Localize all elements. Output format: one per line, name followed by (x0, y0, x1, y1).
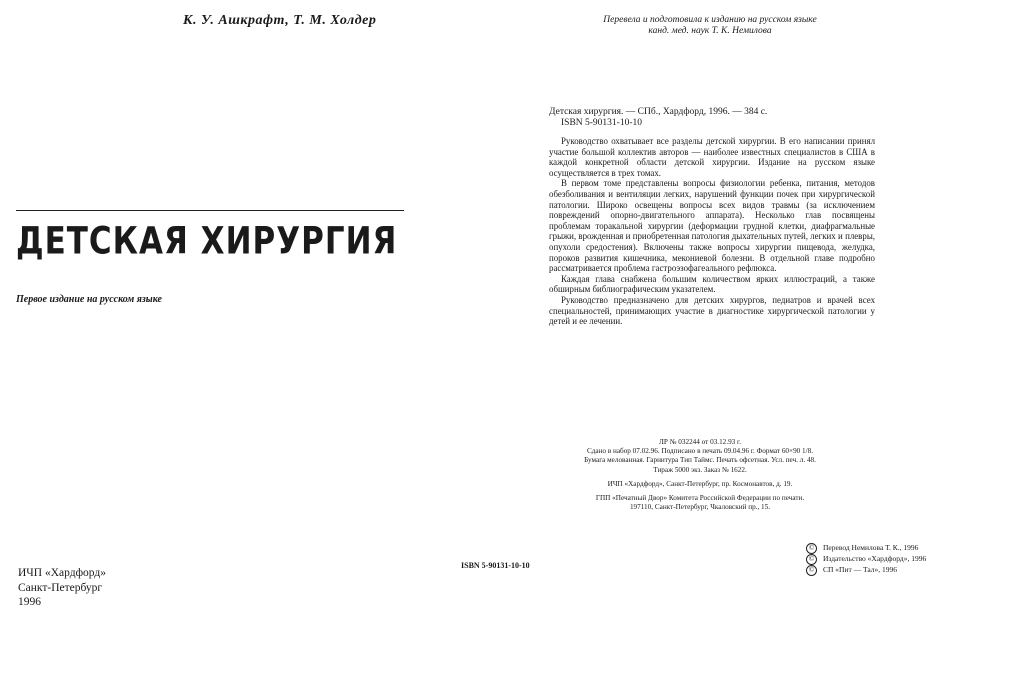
annotation (549, 136, 875, 327)
imprint-dates: Сдано в набор 07.02.96. Подписано в печать 09.04.96 г. Формат 60×90 1/8. (586, 447, 814, 456)
isbn-bottom: ISBN 5-90131-10-10 (461, 561, 530, 570)
imprint-printer-address: 197110, Санкт-Петербург, Чкаловский пр., 15. (629, 503, 771, 512)
biblio-citation: Детская хирургия. — СПб., Хардфорд, 1996. — 384 с. (549, 107, 768, 117)
publisher-year: 1996 (18, 596, 41, 608)
copyright-line (806, 565, 926, 576)
imprint-license: ЛР № 032244 от 03.12.93 г. (658, 438, 741, 446)
imprint-publisher-address: ИЧП «Хардфорд», Санкт-Петербург, пр. Космонавтов, д. 19. (607, 479, 793, 488)
edition-note: Первое издание на русском языке (16, 294, 162, 305)
imprint-run: Тираж 5000 экз. Заказ № 1622. (653, 465, 747, 474)
publisher-name: ИЧП «Хардфорд» (18, 567, 106, 579)
copyright-icon: © (806, 565, 817, 576)
imprint-block (520, 438, 880, 512)
copyright-text: Перевод Немилова Т. К., 1996 (823, 543, 919, 553)
annotation-paragraph: Каждая глава снабжена большим количеством ярких иллюстраций, а также обширным библиографическим указателем. (549, 273, 875, 295)
copyright-text: СП «Пит — Тал», 1996 (823, 565, 898, 575)
publisher-city: Санкт-Петербург (18, 581, 103, 594)
copyright-text: Издательство «Хардфорд», 1996 (823, 554, 927, 564)
translator-line-2: канд. мед. наук Т. К. Немилова (648, 26, 772, 36)
copyright-icon: © (806, 543, 817, 554)
biblio-isbn: ISBN 5-90131-10-10 (561, 118, 643, 128)
translator-credit (560, 15, 860, 37)
title-rule (16, 210, 404, 211)
copyright-line (806, 554, 926, 565)
translator-line-1: Перевела и подготовила к изданию на русском языке (603, 15, 817, 25)
annotation-paragraph: Руководство охватывает все разделы детской хирургии. В его написании принял участие большой коллектив авторов — наиболее известных специалистов в США в каждой конкретной области детской хирургии. Издание на русском языке осуществляется в трех томах. (549, 136, 875, 178)
book-title: ДЕТСКАЯ ХИРУРГИЯ (16, 220, 398, 264)
authors: К. У. Ашкрафт, Т. М. Холдер (183, 13, 377, 28)
annotation-paragraph: В первом томе представлены вопросы физиологии ребенка, питания, методов обезболивания и вентиляции легких, нарушений функции почек при хирургической патологии. Широко освещены вопросы всех видов травмы (за исключением повреждений опорно-двигательного аппарата). Несколько глав посвящены проблемам торакальной хирургии (деформации грудной клетки, диафрагмальные грыжи, врожденная и приобретенная патология дыхательных путей, легких и плевры, опухоли средостения). Включены также вопросы хирургии пищевода, желудка, пороков развития кишечника, мекониевой болезни. В отдельной главе подробно рассматривается проблема гастроэзофагеального рефлюкса. (549, 178, 875, 274)
imprint-printer: ГПП «Печатный Двор» Комитета Российской Федерации по печати. (595, 494, 805, 503)
imprint-paper: Бумага мелованная. Гарнитура Тип Таймс. Печать офсетная. Усл. печ. л. 48. (584, 456, 816, 465)
copyright-line (806, 543, 926, 554)
bibliographic-record (549, 107, 767, 129)
copyright-block (806, 543, 926, 576)
publisher-block (18, 566, 106, 610)
copyright-icon: © (806, 554, 817, 565)
annotation-paragraph: Руководство предназначено для детских хирургов, педиатров и врачей всех специальностей, принимающих участие в диагностике хирургической патологии у детей и ее лечении. (549, 294, 875, 327)
